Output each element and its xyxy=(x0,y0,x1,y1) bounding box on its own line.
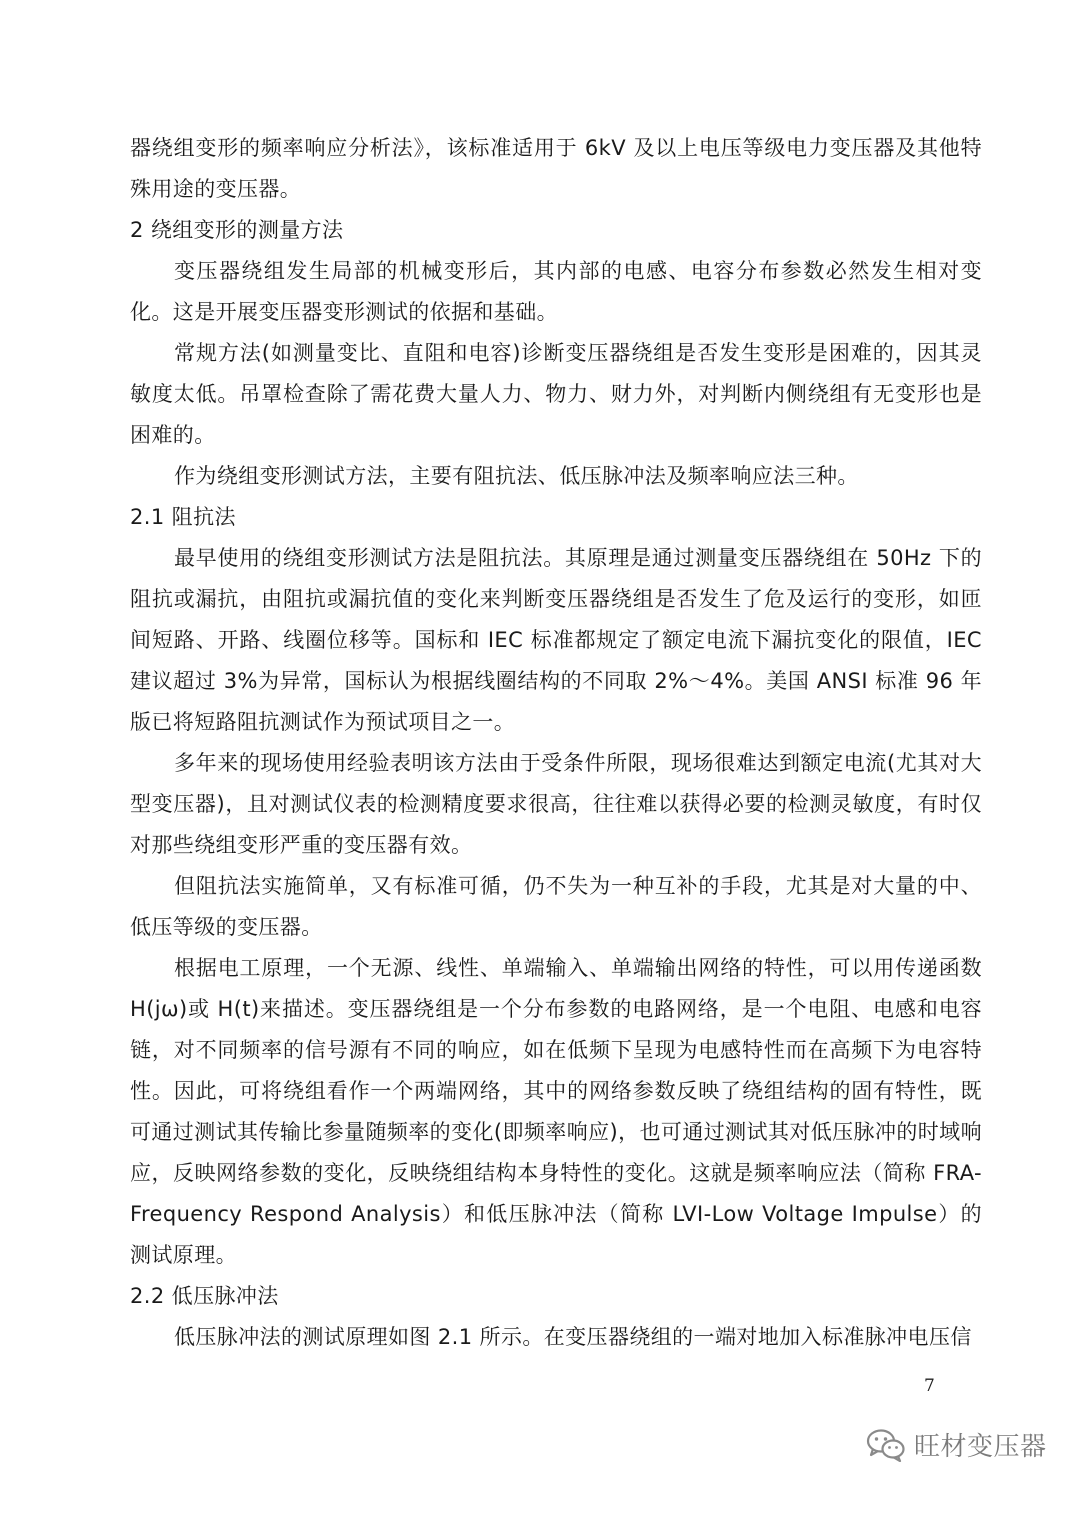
section-heading-2-2: 2.2 低压脉冲法 xyxy=(130,1284,279,1308)
paragraph-impedance-limitations: 多年来的现场使用经验表明该方法由于受条件所限，现场很难达到额定电流(尤其对大型变压器)，且对测试仪表的检测精度要求很高，往往难以获得必要的检测灵敏度，有时仅对那些绕组变形严重的变压器有效。 xyxy=(130,751,982,857)
paragraph-lvi-principle: 低压脉冲法的测试原理如图 2.1 所示。在变压器绕组的一端对地加入标准脉冲电压信 xyxy=(174,1325,972,1349)
paragraph-standard-scope: 器绕组变形的频率响应分析法》，该标准适用于 6kV 及以上电压等级电力变压器及其他特殊用途的变压器。 xyxy=(130,136,982,201)
section-heading-2: 2 绕组变形的测量方法 xyxy=(130,218,344,242)
paragraph-transfer-function: 根据电工原理，一个无源、线性、单端输入、单端输出网络的特性，可以用传递函数 H(jω)或 H(t)来描述。变压器绕组是一个分布参数的电路网络，是一个电阻、电感和电容链，对不同频率的信号源有不同的响应，如在低频下呈现为电感特性而在高频下为电容特性。因此，可将绕组看作一个两端网络，其中的网络参数反映了绕组结构的固有特性，既可通过测试其传输比参量随频率的变化(即频率响应)，也可通过测试其对低压脉冲的时域响应，反映网络参数的变化，反映绕组结构本身特性的变化。这就是频率响应法（简称 FRA-Frequency Respond Analysis）和低压脉冲法（简称 LVI-Low Voltage Impulse）的测试原理。 xyxy=(130,956,982,1267)
document-body xyxy=(130,128,982,1358)
watermark-text: 旺材变压器 xyxy=(914,1432,1047,1462)
paragraph-impedance-advantage: 但阻抗法实施简单，又有标准可循，仍不失为一种互补的手段，尤其是对大量的中、低压等级的变压器。 xyxy=(130,874,982,939)
wechat-icon xyxy=(866,1428,906,1462)
watermark xyxy=(866,1426,1047,1463)
paragraph-impedance-principle: 最早使用的绕组变形测试方法是阻抗法。其原理是通过测量变压器绕组在 50Hz 下的阻抗或漏抗，由阻抗或漏抗值的变化来判断变压器绕组是否发生了危及运行的变形，如匝间短路、开路、线圈位移等。国标和 IEC 标准都规定了额定电流下漏抗变化的限值，IEC 建议超过 3%为异常，国标认为根据线圈结构的不同取 2%～4%。美国 ANSI 标准 96 年版已将短路阻抗测试作为预试项目之一。 xyxy=(130,546,982,734)
section-heading-2-1: 2.1 阻抗法 xyxy=(130,505,236,529)
paragraph-three-methods: 作为绕组变形测试方法，主要有阻抗法、低压脉冲法及频率响应法三种。 xyxy=(174,464,859,488)
paragraph-conventional-methods: 常规方法(如测量变比、直阻和电容)诊断变压器绕组是否发生变形是困难的，因其灵敏度太低。吊罩检查除了需花费大量人力、物力、财力外，对判断内侧绕组有无变形也是困难的。 xyxy=(130,341,982,447)
paragraph-deformation-basis: 变压器绕组发生局部的机械变形后，其内部的电感、电容分布参数必然发生相对变化。这是开展变压器变形测试的依据和基础。 xyxy=(130,259,982,324)
page-number: 7 xyxy=(924,1376,935,1396)
